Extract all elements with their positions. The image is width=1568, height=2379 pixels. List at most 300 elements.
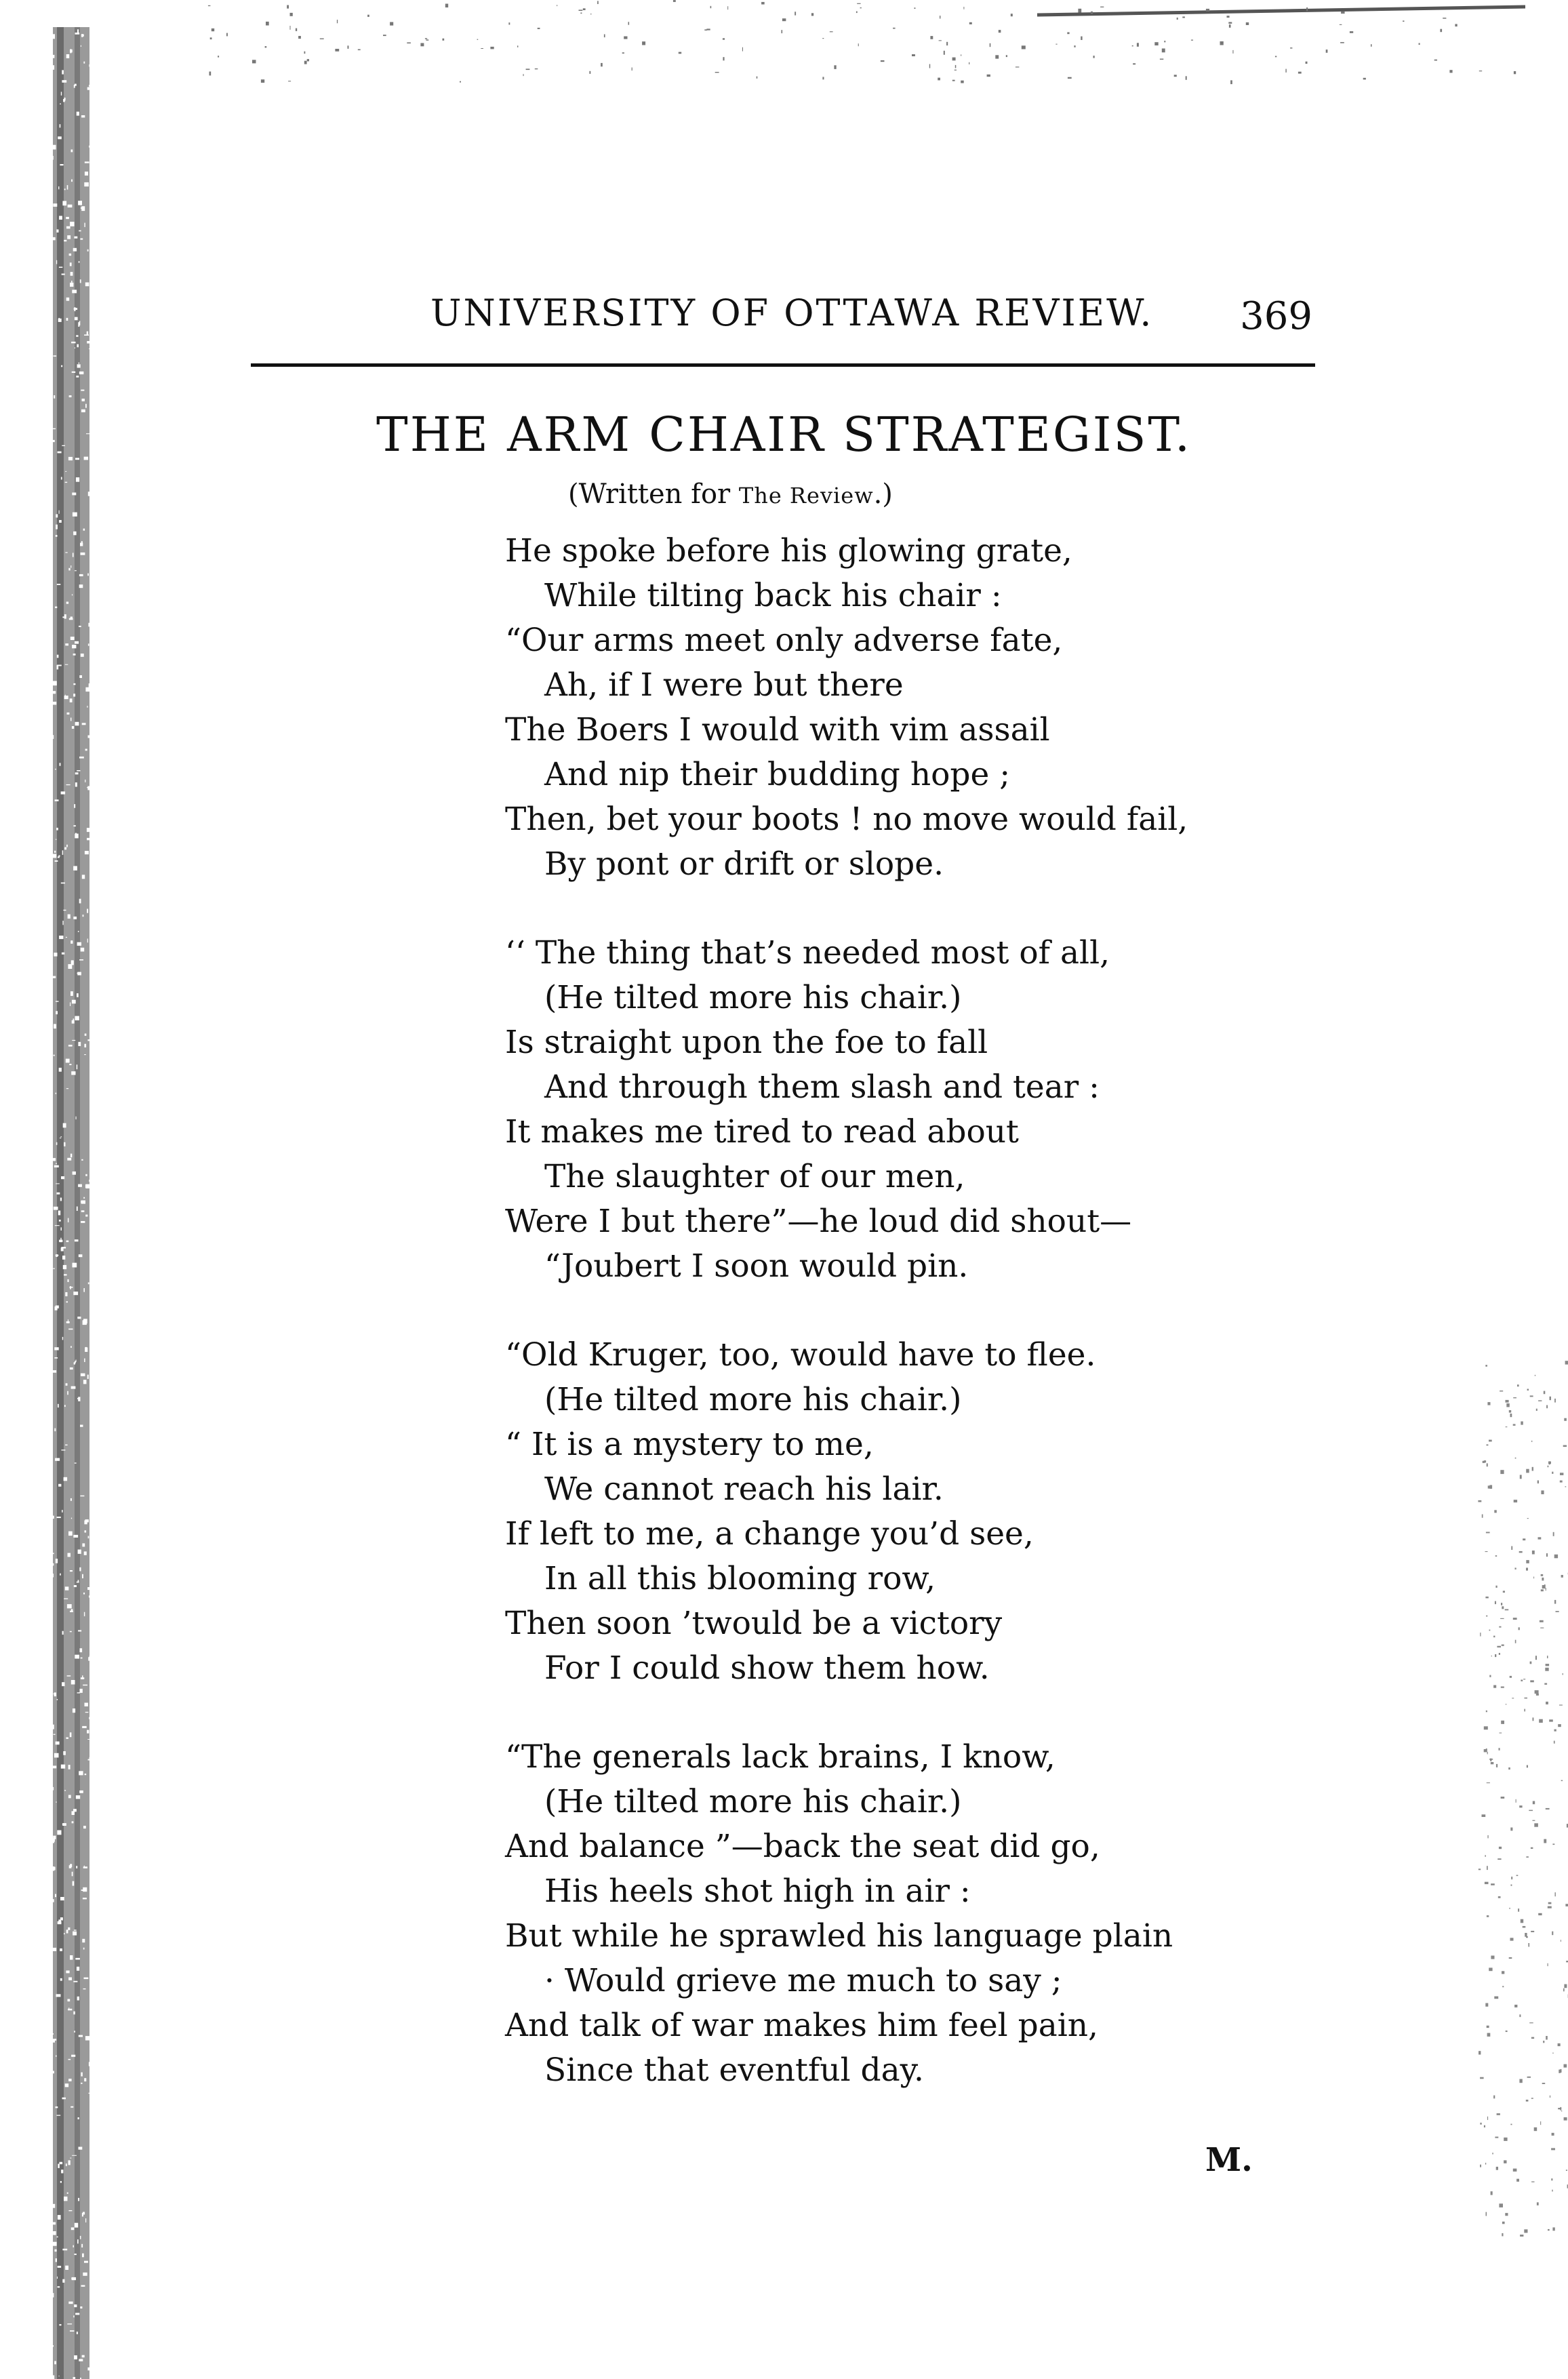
scan-speck — [961, 81, 964, 83]
scan-speck — [48, 474, 50, 475]
scan-speck — [77, 1967, 79, 1971]
scan-speck — [1565, 1904, 1568, 1906]
scan-speck — [61, 92, 62, 95]
scan-speck — [1513, 2169, 1517, 2172]
poem-line: (He tilted more his chair.) — [544, 979, 962, 1016]
scan-speck — [939, 40, 942, 41]
scan-speck — [1536, 1694, 1539, 1696]
poem-line: His heels shot high in air : — [544, 1873, 971, 1910]
running-title: UNIVERSITY OF OTTAWA REVIEW. — [430, 292, 1154, 334]
scan-speck — [93, 2118, 97, 2122]
scan-speck — [89, 1656, 91, 1659]
scan-speck — [75, 1239, 79, 1241]
scan-speck — [66, 1738, 68, 1739]
scan-speck — [45, 164, 47, 167]
scan-speck — [1524, 1709, 1525, 1712]
author-signature: M. — [1205, 2141, 1253, 2179]
scan-speck — [1489, 1440, 1492, 1442]
scan-speck — [77, 1207, 78, 1212]
scan-speck — [52, 1563, 54, 1566]
scan-speck — [1133, 63, 1135, 64]
scan-speck — [1497, 2113, 1500, 2115]
scan-speck — [69, 254, 72, 256]
scan-speck — [52, 2071, 54, 2074]
scan-speck — [1480, 1633, 1481, 1636]
scan-speck — [67, 1391, 68, 1395]
scan-speck — [92, 1662, 94, 1664]
scan-speck — [101, 1559, 102, 1563]
scan-speck — [41, 1051, 44, 1054]
scan-speck — [82, 1574, 83, 1578]
scan-speck — [1491, 1762, 1494, 1764]
scan-speck — [74, 1362, 75, 1364]
scan-speck — [938, 78, 940, 81]
scan-speck — [66, 54, 70, 58]
scan-speck — [77, 1997, 79, 2001]
scan-speck — [1419, 43, 1420, 45]
scan-speck — [48, 2015, 52, 2019]
scan-speck — [100, 39, 102, 43]
scan-speck — [1548, 1906, 1552, 1908]
scan-speck — [73, 683, 75, 685]
scan-speck — [67, 235, 71, 239]
scan-speck — [1290, 47, 1292, 49]
scan-speck — [73, 825, 75, 826]
scan-speck — [68, 1279, 69, 1282]
scan-speck — [1489, 1675, 1491, 1677]
scan-speck — [1006, 55, 1007, 57]
scan-speck — [930, 36, 933, 39]
scan-speck — [44, 1858, 47, 1862]
scan-speck — [73, 917, 77, 919]
scan-speck — [56, 1559, 58, 1563]
scan-speck — [43, 2113, 44, 2117]
scan-speck — [92, 447, 94, 449]
scan-speck — [76, 376, 79, 378]
scan-speck — [218, 56, 219, 57]
scan-speck — [85, 1034, 87, 1036]
poem-line: And nip their budding hope ; — [544, 756, 1011, 793]
scan-speck — [63, 910, 66, 911]
scan-speck — [63, 1123, 66, 1128]
scan-speck — [56, 1802, 57, 1803]
scan-speck — [43, 2174, 47, 2177]
scan-speck — [56, 514, 58, 517]
scan-speck — [383, 35, 386, 36]
scan-speck — [70, 1611, 73, 1612]
scan-speck — [89, 1180, 90, 1182]
scan-speck — [91, 599, 96, 601]
scan-speck — [1516, 1875, 1519, 1877]
scan-speck — [1510, 2124, 1512, 2125]
scan-speck — [56, 535, 58, 537]
scan-speck — [64, 614, 66, 619]
poem-line: (He tilted more his chair.) — [544, 1381, 962, 1418]
scan-speck — [82, 875, 85, 879]
scan-speck — [85, 2036, 89, 2040]
scan-speck — [83, 1593, 85, 1595]
scan-speck — [95, 1760, 97, 1765]
scan-speck — [1482, 1515, 1483, 1518]
scan-speck — [93, 719, 94, 720]
poem-line: He spoke before his glowing grate, — [505, 532, 1072, 569]
scan-speck — [50, 1434, 52, 1435]
scan-speck — [45, 1917, 47, 1921]
scan-speck — [83, 1988, 86, 1989]
scan-speck — [100, 2340, 102, 2341]
scan-speck — [1232, 50, 1233, 54]
scan-speck — [67, 1675, 71, 1677]
poem-line: Since that eventful day. — [544, 2052, 924, 2089]
scan-speck — [1541, 1574, 1544, 1576]
scan-speck — [1479, 2051, 1481, 2054]
scan-speck — [1533, 1820, 1535, 1821]
scan-speck — [1371, 44, 1372, 47]
scan-speck — [64, 1790, 66, 1791]
scan-speck — [1560, 1473, 1563, 1475]
scan-speck — [963, 7, 964, 9]
scan-speck — [96, 176, 100, 181]
scan-speck — [443, 39, 445, 41]
scan-speck — [52, 702, 57, 705]
scan-speck — [66, 1971, 69, 1974]
poem-line: While tilting back his chair : — [544, 577, 1002, 614]
scan-speck — [1513, 1397, 1516, 1398]
scan-speck — [71, 342, 75, 343]
scan-speck — [100, 1479, 102, 1483]
scan-speck — [1517, 1384, 1519, 1386]
scan-speck — [56, 1193, 60, 1195]
scan-speck — [47, 1794, 51, 1797]
scan-speck — [1495, 1586, 1497, 1588]
scan-speck — [1478, 1500, 1481, 1502]
scan-speck — [79, 1771, 83, 1775]
scan-speck — [1510, 1414, 1512, 1417]
scan-speck — [75, 772, 79, 774]
scan-speck — [49, 1720, 50, 1721]
scan-speck — [77, 1398, 79, 1399]
scan-speck — [56, 525, 58, 529]
scan-speck — [307, 59, 309, 61]
scan-speck — [604, 35, 605, 38]
scan-speck — [47, 527, 51, 528]
scan-speck — [53, 1867, 56, 1871]
scan-speck — [87, 828, 92, 832]
scan-speck — [83, 529, 85, 531]
scan-speck — [97, 1564, 101, 1569]
scan-speck — [742, 47, 743, 52]
scan-speck — [1552, 1932, 1553, 1936]
scan-speck — [265, 46, 267, 47]
scan-speck — [54, 1055, 55, 1056]
scan-speck — [601, 63, 603, 66]
scan-speck — [1564, 2117, 1567, 2121]
scan-speck — [85, 1774, 87, 1775]
scan-speck — [51, 55, 55, 58]
scan-speck — [80, 2236, 81, 2239]
scan-speck — [1552, 2133, 1554, 2136]
scan-speck — [1502, 1971, 1504, 1974]
scan-speck — [75, 1655, 79, 1659]
scan-speck — [94, 1112, 96, 1113]
scan-speck — [84, 2261, 88, 2263]
scan-speck — [1502, 2233, 1503, 2237]
scan-speck — [1564, 2064, 1567, 2068]
scan-speck — [89, 1746, 94, 1749]
scan-speck — [96, 1364, 97, 1365]
scan-speck — [62, 445, 65, 446]
scan-speck — [62, 201, 66, 205]
poem-line: For I could show them how. — [544, 1650, 990, 1687]
scan-speck — [91, 965, 94, 969]
scan-speck — [1554, 1555, 1558, 1559]
scan-speck — [97, 2051, 101, 2054]
scan-speck — [1496, 1764, 1497, 1767]
scan-speck — [71, 1518, 72, 1519]
scan-speck — [70, 1955, 73, 1960]
scan-speck — [1508, 1767, 1510, 1770]
scan-speck — [62, 616, 64, 618]
scan-speck — [1540, 2121, 1541, 2125]
scan-speck — [1511, 1885, 1512, 1886]
scan-speck — [1480, 2165, 1481, 2167]
scan-speck — [100, 395, 102, 396]
scan-speck — [80, 1496, 84, 1497]
scan-speck — [1523, 1538, 1525, 1540]
scan-speck — [94, 1001, 96, 1005]
scan-speck — [73, 866, 77, 871]
scan-speck — [98, 1410, 100, 1411]
scan-speck — [999, 30, 1001, 33]
scan-speck — [73, 1535, 78, 1538]
scan-speck — [58, 319, 62, 322]
poem-body — [505, 529, 1352, 2137]
scan-speck — [95, 604, 98, 605]
scan-speck — [1480, 2077, 1484, 2079]
scan-speck — [1560, 2069, 1561, 2073]
scan-speck — [1530, 1680, 1534, 1682]
scan-speck — [45, 1796, 46, 1799]
scan-speck — [1502, 1606, 1504, 1609]
scan-speck — [81, 206, 85, 211]
scan-speck — [49, 2094, 51, 2097]
scan-speck — [830, 31, 833, 32]
scan-speck — [81, 35, 84, 37]
scan-speck — [1486, 2212, 1487, 2216]
scan-speck — [1504, 2160, 1506, 2163]
scan-speck — [60, 763, 61, 765]
scan-speck — [94, 657, 97, 661]
scan-speck — [75, 833, 77, 836]
scan-speck — [72, 595, 73, 596]
scan-speck — [53, 203, 57, 207]
scan-speck — [75, 1958, 80, 1960]
scan-speck — [856, 12, 858, 14]
scan-speck — [46, 720, 50, 723]
scan-speck — [66, 1088, 68, 1089]
scan-speck — [57, 665, 62, 666]
scan-speck — [1487, 1444, 1489, 1445]
scan-speck — [98, 1067, 102, 1068]
scan-speck — [834, 65, 836, 69]
scan-speck — [73, 654, 76, 656]
scan-speck — [90, 2151, 94, 2156]
scan-speck — [70, 698, 73, 702]
stanza-4 — [505, 1735, 1352, 2093]
scan-speck — [86, 433, 89, 434]
scan-speck — [49, 725, 53, 729]
scan-speck — [1531, 1931, 1534, 1932]
scan-speck — [87, 1587, 90, 1590]
scan-speck — [100, 1906, 102, 1907]
scan-speck — [79, 1791, 83, 1793]
scan-speck — [51, 440, 55, 442]
scan-speck — [83, 1948, 85, 1950]
scan-speck — [100, 1034, 102, 1035]
scan-speck — [43, 125, 47, 130]
scan-speck — [1519, 1627, 1520, 1630]
scan-speck — [1514, 1500, 1517, 1502]
poem-line: “Old Kruger, too, would have to flee. — [505, 1336, 1096, 1374]
scan-speck — [782, 30, 783, 33]
scan-speck — [68, 2210, 72, 2211]
scan-speck — [45, 548, 46, 551]
scan-speck — [1551, 2148, 1555, 2150]
scan-speck — [860, 7, 862, 8]
scan-speck — [59, 266, 62, 268]
scan-speck — [78, 2198, 79, 2201]
scan-speck — [98, 2151, 100, 2155]
scan-speck — [84, 1359, 85, 1362]
scan-speck — [61, 1765, 65, 1769]
scan-speck — [42, 867, 47, 871]
scan-speck — [1182, 16, 1185, 18]
scan-speck — [47, 1276, 52, 1277]
scan-speck — [460, 81, 461, 83]
scan-speck — [89, 85, 92, 87]
scan-speck — [51, 2112, 52, 2117]
scan-speck — [1558, 1724, 1561, 1727]
scan-speck — [261, 79, 264, 83]
scan-speck — [60, 1198, 62, 1201]
scan-speck — [80, 239, 83, 240]
scan-speck — [81, 2244, 83, 2247]
scan-speck — [80, 2306, 82, 2308]
poem-line: But while he sprawled his language plain — [505, 1917, 1173, 1955]
scan-speck — [1164, 41, 1165, 42]
scan-speck — [50, 380, 52, 381]
scan-speck — [1078, 9, 1081, 13]
scan-speck — [93, 617, 94, 619]
scan-speck — [1519, 1551, 1523, 1553]
scan-speck — [425, 38, 427, 39]
scan-speck — [83, 1288, 85, 1292]
scan-speck — [1306, 7, 1308, 11]
scan-speck — [56, 260, 57, 264]
scan-speck — [47, 2310, 51, 2311]
scan-speck — [1285, 69, 1286, 73]
scan-speck — [60, 1238, 61, 1243]
poem-line: And talk of war makes him feel pain, — [505, 2007, 1098, 2044]
scan-speck — [100, 1085, 102, 1086]
scan-speck — [89, 1595, 93, 1597]
scan-speck — [73, 1881, 75, 1886]
scan-speck — [41, 1881, 43, 1883]
scan-speck — [87, 1730, 89, 1734]
scan-speck — [1555, 1892, 1556, 1896]
scan-speck — [42, 441, 45, 443]
scan-speck — [74, 237, 77, 239]
scan-speck — [49, 1740, 53, 1741]
scan-speck — [89, 1717, 90, 1719]
scan-speck — [42, 421, 44, 425]
scan-speck — [94, 1456, 96, 1460]
scan-speck — [76, 1117, 77, 1119]
scan-speck — [61, 1227, 62, 1231]
scan-speck — [98, 418, 100, 420]
scan-speck — [60, 164, 63, 165]
scan-speck — [1506, 1400, 1509, 1403]
scan-speck — [1565, 1486, 1567, 1487]
scan-speck — [42, 826, 43, 829]
scan-speck — [84, 457, 88, 460]
scan-speck — [1074, 45, 1075, 47]
scan-speck — [94, 1902, 96, 1904]
scan-speck — [49, 1598, 50, 1601]
scan-speck — [92, 1793, 95, 1798]
scan-speck — [1230, 80, 1232, 84]
scan-speck — [47, 687, 49, 688]
scan-speck — [1093, 56, 1095, 58]
scan-speck — [71, 1071, 75, 1075]
scan-speck — [74, 2355, 77, 2359]
scan-speck — [1506, 1426, 1508, 1427]
scan-speck — [81, 654, 84, 657]
scan-speck — [57, 655, 59, 658]
scan-speck — [83, 1685, 87, 1686]
scan-speck — [75, 782, 77, 786]
scan-speck — [1491, 1656, 1492, 1657]
scan-speck — [70, 1631, 72, 1633]
scan-speck — [101, 1012, 102, 1014]
scan-speck — [68, 1978, 72, 1980]
scan-speck — [1493, 1636, 1495, 1638]
scan-speck — [98, 802, 102, 805]
scan-speck — [77, 112, 79, 116]
scan-speck — [1515, 1567, 1516, 1570]
scan-speck — [101, 1782, 102, 1786]
scan-speck — [59, 520, 62, 523]
scan-speck — [65, 2266, 68, 2270]
scan-speck — [73, 1932, 77, 1936]
scan-speck — [49, 929, 53, 931]
scan-speck — [1487, 1866, 1488, 1870]
scan-speck — [290, 13, 293, 16]
scan-speck — [87, 909, 88, 913]
scan-speck — [66, 937, 67, 938]
top-scan-noise — [203, 0, 1525, 102]
scan-speck — [84, 223, 85, 227]
scan-speck — [79, 231, 81, 232]
scan-speck — [81, 541, 83, 545]
scan-speck — [92, 1936, 94, 1938]
scan-speck — [1504, 2138, 1507, 2141]
scan-speck — [1518, 1908, 1519, 1912]
scan-speck — [42, 1587, 45, 1590]
scan-speck — [71, 1498, 72, 1501]
scan-speck — [912, 54, 915, 56]
scan-speck — [946, 42, 948, 45]
